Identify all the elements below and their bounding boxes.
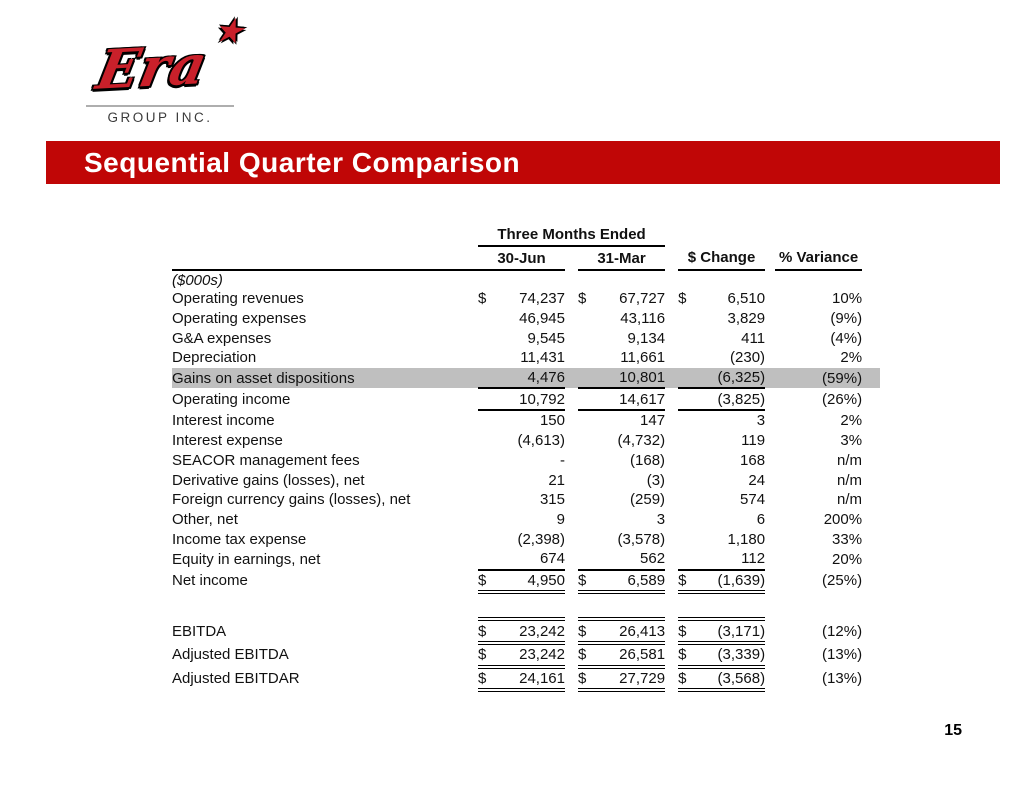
cell-spacer [765, 431, 775, 451]
table-row [172, 510, 880, 530]
cell-value: 10% [832, 290, 863, 308]
cell-value: n/m [837, 471, 863, 489]
dollar-sign [578, 451, 600, 471]
row-label: Net income [172, 572, 248, 590]
dollar-sign: $ [678, 643, 700, 667]
cell-spacer [765, 368, 775, 389]
cell-value: 150 [539, 412, 565, 430]
col-header-dollar-change: $ Change [678, 246, 765, 270]
cell-value: (230) [730, 349, 766, 367]
dollar-sign [678, 309, 700, 329]
cell-spacer [565, 619, 578, 643]
cell-spacer [665, 570, 678, 593]
cell-value: 14,617 [600, 388, 665, 410]
row-label: Operating revenues [172, 290, 304, 308]
row-label: Operating income [172, 390, 291, 408]
cell-spacer [862, 368, 880, 389]
cell-value: 3% [840, 432, 863, 450]
cell-spacer [665, 451, 678, 471]
table-row [172, 667, 880, 691]
cell-spacer [765, 570, 775, 593]
table-row [172, 451, 880, 471]
cell-value: 24 [748, 471, 766, 489]
row-label: Foreign currency gains (losses), net [172, 491, 411, 509]
dollar-sign [678, 410, 700, 431]
cell-value: 119 [741, 432, 766, 450]
table-row [172, 309, 880, 329]
cell-spacer [765, 549, 775, 570]
cell-spacer [765, 529, 775, 549]
cell-value: (168) [630, 451, 666, 469]
dollar-sign: $ [478, 570, 500, 593]
units-row [172, 270, 880, 289]
cell-value: 9,545 [527, 329, 565, 347]
cell-spacer [862, 667, 880, 691]
row-label: Adjusted EBITDA [172, 646, 289, 664]
cell-value: 6 [756, 510, 766, 528]
cell-value: (3,578) [617, 530, 666, 548]
table-row [172, 570, 880, 593]
comparison-table-container [172, 224, 880, 692]
cell-value: n/m [837, 491, 863, 509]
dollar-sign [578, 470, 600, 490]
table-row [172, 529, 880, 549]
cell-spacer [665, 368, 678, 389]
cell-value: (59%) [775, 368, 862, 389]
units-label: ($000s) [172, 271, 223, 289]
cell-value: 674 [500, 549, 565, 570]
cell-spacer [862, 490, 880, 510]
dollar-sign [478, 328, 500, 348]
cell-value: 23,242 [500, 643, 565, 667]
cell-spacer [565, 643, 578, 667]
cell-value: (25%) [822, 572, 863, 590]
cell-spacer [862, 309, 880, 329]
cell-spacer [765, 510, 775, 530]
dollar-sign [478, 368, 500, 389]
cell-value: - [560, 451, 565, 469]
dollar-sign: $ [478, 667, 500, 691]
col-header-percent-variance: % Variance [775, 246, 862, 270]
dollar-sign [578, 348, 600, 368]
table-row [172, 549, 880, 570]
page-title: Sequential Quarter Comparison [84, 146, 521, 178]
cell-spacer [862, 348, 880, 368]
cell-value: 4,950 [500, 570, 565, 593]
row-label: Equity in earnings, net [172, 550, 321, 568]
dollar-sign [678, 388, 700, 410]
table-row [172, 643, 880, 667]
cell-spacer [765, 470, 775, 490]
cell-value: 6,510 [727, 290, 766, 308]
dollar-sign [478, 309, 500, 329]
cell-spacer [765, 451, 775, 471]
dollar-sign [478, 490, 500, 510]
cell-spacer [765, 667, 775, 691]
cell-value: (9%) [830, 310, 863, 328]
dollar-sign [578, 510, 600, 530]
cell-value: 23,242 [500, 619, 565, 643]
cell-spacer [565, 348, 578, 368]
dollar-sign [578, 309, 600, 329]
cell-spacer [565, 510, 578, 530]
cell-spacer [665, 328, 678, 348]
cell-spacer [565, 246, 578, 270]
cell-spacer [765, 643, 775, 667]
cell-spacer [565, 410, 578, 431]
dollar-sign: $ [478, 619, 500, 643]
table-row [172, 431, 880, 451]
table-spacer-row [172, 592, 880, 619]
dollar-sign [678, 431, 700, 451]
cell-spacer [665, 510, 678, 530]
cell-spacer [565, 388, 578, 410]
cell-value: 67,727 [619, 290, 666, 308]
cell-spacer [565, 309, 578, 329]
star-icon: ★ [212, 13, 252, 51]
cell-value: 2% [840, 411, 863, 429]
cell-value: (26%) [822, 390, 863, 408]
row-label: Interest expense [172, 432, 283, 450]
dollar-sign: $ [578, 570, 600, 593]
dollar-sign [478, 549, 500, 570]
dollar-sign [578, 431, 600, 451]
dollar-sign [578, 529, 600, 549]
dollar-sign: $ [678, 619, 700, 643]
cell-value: (6,325) [700, 368, 765, 389]
dollar-sign [478, 431, 500, 451]
col-header-30-jun: 30-Jun [478, 246, 565, 270]
cell-spacer [565, 431, 578, 451]
cell-spacer [665, 289, 678, 309]
cell-spacer [678, 224, 765, 246]
cell-spacer [765, 490, 775, 510]
cell-spacer [765, 619, 775, 643]
row-label: G&A expenses [172, 329, 272, 347]
cell-value: (3,568) [700, 667, 765, 691]
dollar-sign: $ [678, 667, 700, 691]
cell-value: (3,339) [700, 643, 765, 667]
cell-value: 43,116 [620, 310, 666, 328]
table-row [172, 470, 880, 490]
cell-value: 26,413 [600, 619, 665, 643]
cell-spacer [862, 570, 880, 593]
cell-spacer [765, 388, 775, 410]
dollar-sign [478, 529, 500, 549]
cell-value: 411 [741, 329, 766, 347]
cell-spacer [565, 368, 578, 389]
cell-spacer [665, 643, 678, 667]
comparison-table [172, 224, 880, 692]
dollar-sign [578, 549, 600, 570]
row-label: Interest income [172, 411, 275, 429]
dollar-sign: $ [678, 570, 700, 593]
dollar-sign: $ [678, 290, 687, 308]
cell-value: 6,589 [600, 570, 665, 593]
cell-spacer [665, 549, 678, 570]
col-header-31-mar: 31-Mar [578, 246, 665, 270]
cell-value: 3,829 [727, 310, 766, 328]
cell-spacer [862, 549, 880, 570]
cell-spacer [172, 224, 478, 246]
dollar-sign [678, 510, 700, 530]
dollar-sign [578, 388, 600, 410]
dollar-sign: $ [478, 290, 487, 308]
table-row [172, 289, 880, 309]
row-label: SEACOR management fees [172, 451, 360, 469]
era-wordmark [86, 13, 260, 102]
cell-spacer [765, 289, 775, 309]
cell-value: 200% [823, 510, 863, 528]
dollar-sign [478, 410, 500, 431]
dollar-sign [478, 470, 500, 490]
dollar-sign [678, 368, 700, 389]
logo-divider [86, 105, 234, 107]
cell-value: 10,801 [600, 368, 665, 389]
cell-value: 24,161 [500, 667, 565, 691]
cell-value: (259) [630, 491, 666, 509]
cell-value: 9,134 [627, 329, 666, 347]
cell-value: (3,825) [700, 388, 765, 410]
dollar-sign [578, 490, 600, 510]
cell-value: (4,732) [617, 432, 666, 450]
table-row [172, 348, 880, 368]
cell-spacer [765, 410, 775, 431]
cell-value: 21 [548, 471, 565, 489]
cell-value: 26,581 [600, 643, 665, 667]
cell-value: 46,945 [519, 310, 565, 328]
cell-value: 3 [656, 510, 666, 528]
cell-spacer [765, 348, 775, 368]
cell-spacer [862, 224, 880, 246]
cell-value: (13%) [822, 670, 863, 688]
table-column-header-row [172, 246, 880, 270]
logo-subtitle: GROUP INC. [107, 110, 213, 125]
cell-spacer [862, 470, 880, 490]
dollar-sign [478, 388, 500, 410]
cell-spacer [775, 224, 862, 246]
cell-value: 574 [740, 491, 766, 509]
cell-value: 11,431 [520, 349, 565, 367]
cell-spacer [665, 667, 678, 691]
cell-value: 10,792 [500, 388, 565, 410]
table-row [172, 368, 880, 389]
dollar-sign [678, 470, 700, 490]
dollar-sign: $ [578, 619, 600, 643]
dollar-sign: $ [478, 643, 500, 667]
era-wordmark-text: Era [91, 32, 214, 102]
table-group-header-row [172, 224, 880, 246]
row-label: Other, net [172, 510, 238, 528]
cell-spacer [665, 619, 678, 643]
dollar-sign [578, 368, 600, 389]
dollar-sign: $ [578, 290, 587, 308]
cell-value: 315 [539, 491, 565, 509]
dollar-sign [678, 451, 700, 471]
cell-spacer [665, 529, 678, 549]
cell-value: 74,237 [519, 290, 565, 308]
cell-value: 4,476 [500, 368, 565, 389]
row-label: Income tax expense [172, 530, 307, 548]
cell-spacer [565, 667, 578, 691]
dollar-sign [678, 549, 700, 570]
cell-value: n/m [837, 451, 863, 469]
cell-spacer [665, 490, 678, 510]
dollar-sign [578, 410, 600, 431]
dollar-sign [578, 328, 600, 348]
cell-value: 562 [600, 549, 665, 570]
cell-spacer [665, 246, 678, 270]
cell-value: 27,729 [600, 667, 665, 691]
table-row [172, 328, 880, 348]
cell-spacer [862, 410, 880, 431]
cell-spacer [862, 510, 880, 530]
cell-spacer [665, 410, 678, 431]
era-logo [86, 13, 252, 125]
cell-spacer [862, 431, 880, 451]
cell-value: 147 [640, 412, 666, 430]
row-label: Derivative gains (losses), net [172, 471, 365, 489]
cell-spacer [665, 470, 678, 490]
cell-value: (3,171) [700, 619, 765, 643]
cell-spacer [765, 309, 775, 329]
cell-spacer [665, 431, 678, 451]
dollar-sign: $ [578, 667, 600, 691]
cell-spacer [862, 451, 880, 471]
cell-value: 168 [740, 451, 766, 469]
dollar-sign [678, 490, 700, 510]
table-row [172, 410, 880, 431]
dollar-sign [678, 529, 700, 549]
dollar-sign [478, 451, 500, 471]
row-label: Depreciation [172, 349, 257, 367]
cell-spacer [565, 529, 578, 549]
cell-spacer [565, 570, 578, 593]
table-row [172, 490, 880, 510]
cell-spacer [862, 619, 880, 643]
cell-spacer [862, 328, 880, 348]
cell-spacer [862, 643, 880, 667]
cell-spacer [665, 309, 678, 329]
cell-value: (12%) [822, 622, 863, 640]
comparison-table-body [172, 224, 880, 690]
cell-spacer [765, 224, 775, 246]
row-label: EBITDA [172, 622, 227, 640]
cell-value: 33% [832, 530, 863, 548]
cell-spacer [862, 529, 880, 549]
cell-spacer [565, 289, 578, 309]
cell-spacer [765, 328, 775, 348]
cell-value: (4,613) [517, 432, 565, 450]
table-row [172, 388, 880, 410]
dollar-sign [678, 348, 700, 368]
row-label: Adjusted EBITDAR [172, 670, 300, 688]
cell-value: (13%) [822, 646, 863, 664]
table-row [172, 619, 880, 643]
cell-value: 2% [840, 349, 863, 367]
cell-spacer [565, 549, 578, 570]
cell-spacer [565, 490, 578, 510]
cell-spacer [565, 470, 578, 490]
cell-value: (4%) [830, 329, 863, 347]
cell-value: (1,639) [700, 570, 765, 593]
cell-spacer [862, 246, 880, 270]
dollar-sign [478, 348, 500, 368]
dollar-sign: $ [578, 643, 600, 667]
cell-spacer [172, 246, 478, 270]
cell-value: 3 [756, 412, 766, 430]
cell-spacer [665, 348, 678, 368]
title-banner [46, 141, 1000, 184]
cell-spacer [862, 289, 880, 309]
cell-value: 20% [832, 550, 863, 568]
group-header-three-months-ended: Three Months Ended [478, 224, 665, 246]
row-label: Gains on asset dispositions [172, 368, 478, 389]
cell-spacer [565, 451, 578, 471]
cell-value: (3) [646, 471, 666, 489]
cell-spacer [665, 224, 678, 246]
cell-spacer [565, 328, 578, 348]
page-number: 15 [944, 722, 962, 739]
cell-value: 9 [556, 510, 565, 528]
cell-spacer [665, 388, 678, 410]
cell-value: 11,661 [620, 349, 666, 367]
cell-value: (2,398) [517, 530, 565, 548]
dollar-sign [478, 510, 500, 530]
cell-value: 112 [700, 549, 765, 570]
cell-value: 1,180 [727, 530, 766, 548]
cell-spacer [765, 246, 775, 270]
cell-spacer [862, 388, 880, 410]
row-label: Operating expenses [172, 310, 307, 328]
dollar-sign [678, 328, 700, 348]
